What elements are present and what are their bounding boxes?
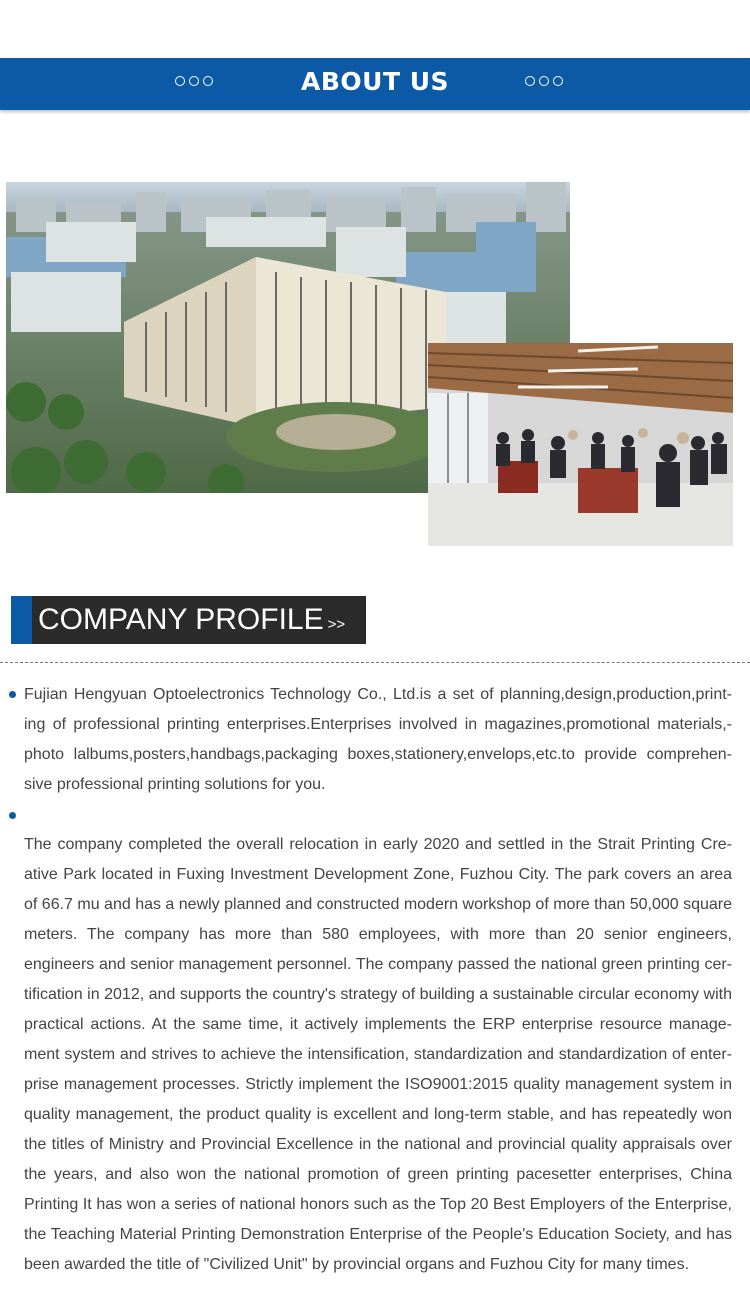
bullet-icon [9,691,16,698]
header-box [32,596,366,644]
profile-paragraph-1: Fujian Hengyuan Optoelectronics Technology Co., Ltd.is a set of planning,design,production,print-ing of professional printing enterprises.Enterprises involved in magazines,promotional materials,-photo lalbums,posters,handbags,packaging boxes,stationery,envelops,etc.to provide comprehen-sive professional printing solutions for you. [24,686,732,793]
profile-paragraph-2: The company completed the overall relocation in early 2020 and settled in the Strait Printing Cre-ative Park located in Fuxing Investment Development Zone, Fuzhou City. The park covers an area of 66.7 mu and has a newly planned and constructed modern workshop of more than 50,000 square meters. The company has more than 580 employees, with more than 20 senior engineers, engineers and senior management personnel. The company passed the national green printing cer-tification in 2012, and supports the country's strategy of building a sustainable circular economy with practical actions. At the same time, it actively implements the ERP enterprise resource manage-ment system and strives to achieve the intensification, standardization and standardization of enter-prise management processes. Strictly implement the ISO9001:2015 quality management system in quality management, the product quality is excellent and long-term stable, and has repeatedly won the titles of Ministry and Provincial Excellence in the national and provincial quality appraisals over the years, and also won the national promotion of green printing pacesetter enterprises, China Printing It has won a series of national honors such as the Top 20 Best Employers of the Enterprise, the Teaching Material Printing Demonstration Enterprise of the People's Education Society, and has been awarded the title of "Civilized Unit" by provincial organs and Fuzhou City for many times. [24,836,733,1273]
header-accent-bar [11,596,32,644]
section-divider [0,662,750,663]
double-arrow-icon: >> [327,616,346,633]
company-profile-header [11,596,366,644]
meeting-room-photo [428,343,733,546]
bullet-icon [9,812,16,819]
company-profile-title: COMPANY PROFILE [38,603,324,636]
decorative-circles-right-icon [525,76,563,86]
section-title: ABOUT US [300,67,450,96]
about-us-banner [0,58,750,110]
